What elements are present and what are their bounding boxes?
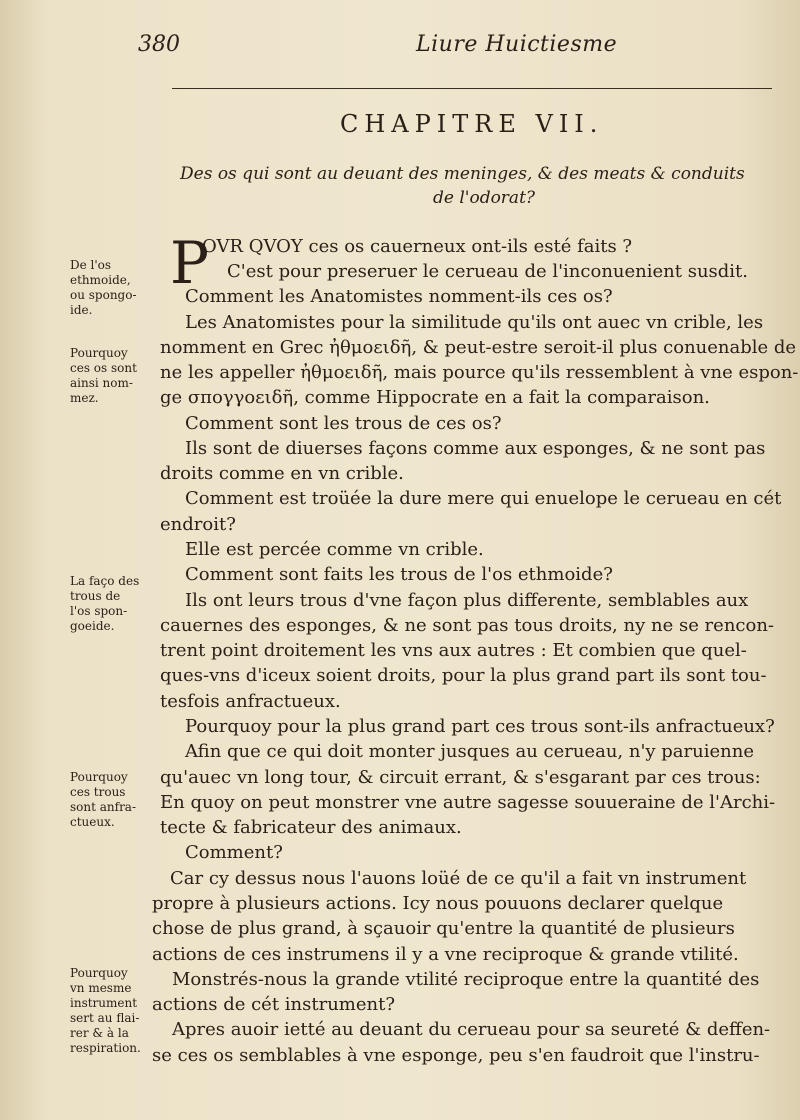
text-line: C'est pour preseruer le cerueau de l'inconuenient susdit. (227, 261, 749, 282)
text-line: Ils sont de diuerses façons comme aux esponges, & ne sont pas (185, 438, 766, 459)
margin-note (70, 346, 160, 406)
chapter-title: CHAPITRE VII. (340, 110, 604, 138)
text-line: droits comme en vn crible. (160, 463, 404, 484)
margin-note-line: sont anfra- (70, 800, 137, 814)
margin-note-line: ainsi nom- (70, 376, 133, 390)
margin-note-line: rer & à la (70, 1026, 129, 1040)
margin-note-line: Pourquoy (70, 346, 128, 360)
text-line: Elle est percée comme vn crible. (185, 539, 484, 560)
margin-note-line: goeide. (70, 619, 115, 633)
text-line: actions de ces instrumens il y a vne reciproque & grande vtilité. (152, 944, 739, 965)
text-line: qu'auec vn long tour, & circuit errant, & s'esgarant par ces trous: (160, 767, 761, 788)
text-line: Les Anatomistes pour la similitude qu'ils ont auec vn crible, les (185, 312, 764, 333)
text-line: Car cy dessus nous l'auons loüé de ce qu'il a fait vn instrument (170, 868, 747, 889)
margin-note-line: De l'os (70, 258, 112, 272)
text-line: Ils ont leurs trous d'vne façon plus differente, semblables aux (185, 590, 749, 611)
margin-note (70, 770, 160, 830)
margin-note-line: ctueux. (70, 815, 115, 829)
page-number: 380 (138, 32, 180, 57)
header-rule (172, 88, 772, 89)
text-line: endroit? (160, 514, 236, 535)
margin-note-line: ethmoide, (70, 273, 131, 287)
text-line: Comment les Anatomistes nomment-ils ces os? (185, 286, 613, 307)
margin-note-line: sert au flai- (70, 1011, 140, 1025)
text-line: Comment est troüée la dure mere qui enuelope le cerueau en cét (185, 488, 782, 509)
text-line: ge σπογγοειδῆ, comme Hippocrate en a fait la comparaison. (160, 387, 710, 408)
text-line: trent point droitement les vns aux autres : Et combien que quel- (160, 640, 747, 661)
margin-note (70, 258, 160, 318)
margin-note-line: ces trous (70, 785, 126, 799)
running-head: Liure Huictiesme (416, 32, 618, 57)
margin-note-line: La faço des (70, 574, 140, 588)
text-line: propre à plusieurs actions. Icy nous pouuons declarer quelque (152, 893, 724, 914)
text-line: nomment en Grec ἠθμοειδῆ, & peut-estre seroit-il plus conuenable de (160, 337, 797, 358)
margin-note-line: ou spongo- (70, 288, 137, 302)
margin-note-line: instrument (70, 996, 138, 1010)
subtitle-line-2: de l'odorat? (433, 188, 536, 208)
text-line: Comment? (185, 842, 283, 863)
text-line: Afin que ce qui doit monter jusques au cerueau, n'y paruienne (185, 741, 754, 762)
margin-note (70, 574, 160, 634)
text-line: OVR QVOY ces os cauerneux ont-ils esté faits ? (202, 236, 633, 257)
text-line: ne les appeller ἠθμοειδῆ, mais pource qu'ils ressemblent à vne espon- (160, 362, 799, 383)
text-line: se ces os semblables à vne esponge, peu s'en faudroit que l'instru- (152, 1045, 760, 1066)
text-line: En quoy on peut monstrer vne autre sagesse souueraine de l'Archi- (160, 792, 776, 813)
margin-note-line: Pourquoy (70, 770, 128, 784)
margin-note-line: l'os spon- (70, 604, 128, 618)
text-line: Pourquoy pour la plus grand part ces trous sont-ils anfractueux? (185, 716, 775, 737)
margin-note-line: Pourquoy (70, 966, 128, 980)
margin-note-line: ide. (70, 303, 93, 317)
page-header (0, 30, 800, 70)
text-line: Comment sont faits les trous de l'os ethmoide? (185, 564, 613, 585)
text-line: Apres auoir ietté au deuant du cerueau pour sa seureté & deffen- (172, 1019, 771, 1040)
drop-cap: P (170, 229, 210, 297)
text-line: Comment sont les trous de ces os? (185, 413, 502, 434)
text-line: ques-vns d'iceux soient droits, pour la plus grand part ils sont tou- (160, 665, 767, 686)
text-line: cauernes des esponges, & ne sont pas tous droits, ny ne se rencon- (160, 615, 775, 636)
text-line: tecte & fabricateur des animaux. (160, 817, 462, 838)
margin-note (70, 966, 160, 1056)
margin-note-line: respiration. (70, 1041, 141, 1055)
margin-note-line: ces os sont (70, 361, 137, 375)
text-line: tesfois anfractueux. (160, 691, 341, 712)
text-line: actions de cét instrument? (152, 994, 395, 1015)
margin-note-line: vn mesme (70, 981, 132, 995)
subtitle-line-1: Des os qui sont au deuant des meninges, & des meats & conduits (180, 164, 745, 184)
text-line: Monstrés-nous la grande vtilité reciproque entre la quantité des (172, 969, 760, 990)
margin-note-line: mez. (70, 391, 99, 405)
text-line: chose de plus grand, à sçauoir qu'entre la quantité de plusieurs (152, 918, 735, 939)
margin-note-line: trous de (70, 589, 121, 603)
